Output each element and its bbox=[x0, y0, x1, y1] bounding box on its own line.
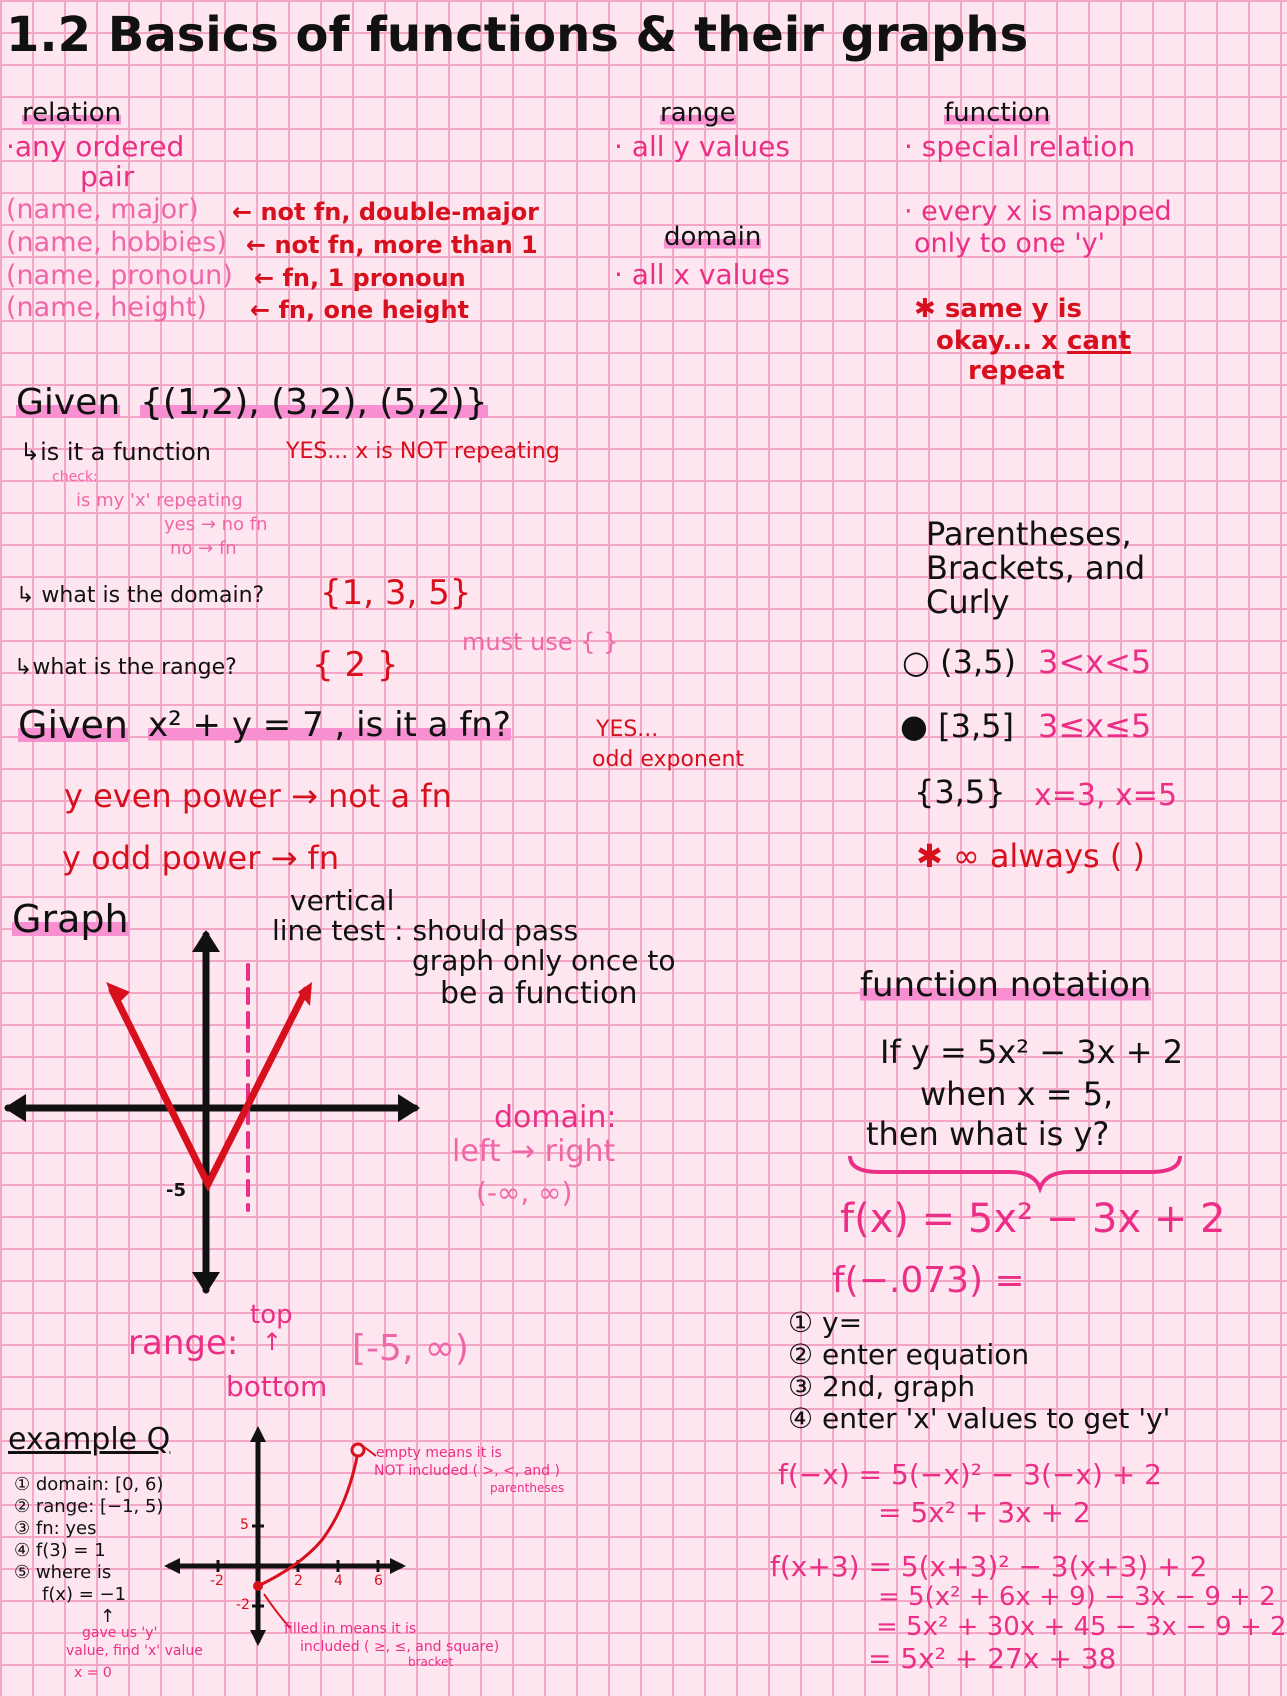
relation-pair: (name, pronoun) bbox=[6, 260, 233, 291]
graph-label: Graph bbox=[12, 897, 129, 941]
tick-x6: 6 bbox=[374, 1573, 383, 1589]
given1-check-2: is my 'x' repeating bbox=[76, 490, 243, 511]
relation-note: ← not fn, double-major bbox=[232, 198, 540, 226]
given1-q3: ↳what is the range? bbox=[14, 655, 237, 680]
given1-check-1: check: bbox=[52, 469, 98, 485]
example-item: f(x) = −1 bbox=[42, 1584, 127, 1605]
vlt-line-1: vertical bbox=[290, 884, 395, 917]
brackets-note: ✱ ∞ always ( ) bbox=[916, 837, 1146, 875]
bracket-row-symbol: ● [3,5] bbox=[900, 707, 1014, 745]
given1-q1: ↳is it a function bbox=[20, 438, 211, 466]
relation-note: ← fn, one height bbox=[250, 296, 469, 324]
filled-note-1: filled in means it is bbox=[284, 1621, 417, 1637]
given1-note: must use { } bbox=[462, 628, 619, 656]
notation-heading: function notation bbox=[860, 965, 1152, 1005]
given2-rule-2: y odd power → fn bbox=[62, 839, 340, 877]
brackets-heading-2: Brackets, and bbox=[926, 549, 1146, 587]
notation-ex1b: = 5x² + 3x + 2 bbox=[878, 1496, 1091, 1529]
empty-note-1: empty means it is bbox=[376, 1445, 502, 1461]
given2-answer: YES... bbox=[596, 717, 659, 742]
function-note-cant: cant bbox=[1066, 326, 1131, 356]
bracket-row-value: 3<x<5 bbox=[1038, 643, 1152, 681]
notation-step: ③ 2nd, graph bbox=[788, 1370, 976, 1403]
relation-note: ← not fn, more than 1 bbox=[246, 231, 538, 259]
notation-step: ④ enter 'x' values to get 'y' bbox=[788, 1402, 1171, 1435]
function-rule-1: · every x is mapped bbox=[904, 196, 1172, 227]
notation-q3: then what is y? bbox=[866, 1115, 1110, 1153]
relation-def-1: ·any ordered bbox=[6, 130, 185, 163]
relation-pair: (name, hobbies) bbox=[6, 227, 227, 258]
example-heading: example Q bbox=[8, 1422, 171, 1457]
given2-rule-1: y even power → not a fn bbox=[64, 777, 452, 815]
v-graph bbox=[4, 930, 420, 1294]
function-note-1: ✱ same y is bbox=[914, 294, 1083, 324]
example-item: ② range: [−1, 5) bbox=[14, 1496, 164, 1517]
tick-x4: 4 bbox=[334, 1573, 343, 1589]
notation-q2: when x = 5, bbox=[920, 1075, 1114, 1113]
example-item: ⑤ where is bbox=[14, 1562, 112, 1583]
example-item: ④ f(3) = 1 bbox=[14, 1540, 106, 1561]
filled-note-2: included ( ≥, ≤, and square) bbox=[300, 1639, 500, 1655]
tick-ym2: -2 bbox=[236, 1597, 250, 1613]
vertex-label: -5 bbox=[166, 1180, 186, 1201]
given2-eq: x² + y = 7 , is it a fn? bbox=[148, 705, 511, 745]
notation-ex2a: f(x+3) = 5(x+3)² − 3(x+3) + 2 bbox=[770, 1550, 1208, 1583]
relation-pair: (name, height) bbox=[6, 292, 207, 323]
function-note-3: repeat bbox=[968, 356, 1065, 386]
domain-direction: left → right bbox=[452, 1134, 616, 1169]
notation-ex2c: = 5x² + 30x + 45 − 3x − 9 + 2 bbox=[876, 1612, 1287, 1642]
notation-step: ② enter equation bbox=[788, 1338, 1030, 1371]
brackets-heading-3: Curly bbox=[926, 583, 1010, 621]
notation-step: ① y= bbox=[788, 1306, 863, 1339]
notation-ex2b: = 5(x² + 6x + 9) − 3x − 9 + 2 bbox=[878, 1582, 1276, 1612]
relation-heading: relation bbox=[22, 98, 122, 128]
relation-pair: (name, major) bbox=[6, 194, 199, 225]
bracket-row-value: 3≤x≤5 bbox=[1038, 707, 1152, 745]
filled-note-3: bracket bbox=[408, 1655, 454, 1669]
domain-def: · all x values bbox=[614, 258, 790, 291]
example-item: ① domain: [0, 6) bbox=[14, 1474, 164, 1495]
empty-note-3: parentheses bbox=[490, 1481, 565, 1495]
relation-note: ← fn, 1 pronoun bbox=[254, 264, 466, 292]
range-arrow: ↑ bbox=[262, 1328, 283, 1356]
bracket-row-symbol: {3,5} bbox=[914, 773, 1006, 811]
brackets-heading-1: Parentheses, bbox=[926, 515, 1132, 553]
function-heading: function bbox=[944, 98, 1051, 128]
empty-note-2: NOT included ( >, <, and ) bbox=[374, 1463, 560, 1479]
given1-q2: ↳ what is the domain? bbox=[16, 583, 265, 608]
example-item: ③ fn: yes bbox=[14, 1518, 97, 1539]
given1-set: {(1,2), (3,2), (5,2)} bbox=[140, 382, 488, 423]
function-def: · special relation bbox=[904, 130, 1136, 163]
notation-ex2d: = 5x² + 27x + 38 bbox=[868, 1642, 1117, 1675]
given1-a2: {1, 3, 5} bbox=[320, 573, 472, 613]
range-label: range: bbox=[128, 1323, 239, 1363]
range-value: [-5, ∞) bbox=[352, 1328, 469, 1369]
vlt-line-4: be a function bbox=[440, 976, 638, 1011]
given2-answer-2: odd exponent bbox=[592, 747, 745, 772]
vlt-line-2: line test : should pass bbox=[272, 914, 579, 947]
domain-heading: domain bbox=[664, 222, 762, 252]
given2-label: Given bbox=[18, 703, 128, 747]
tick-xm2: -2 bbox=[210, 1573, 224, 1589]
function-note-2-text: okay... x bbox=[936, 326, 1058, 356]
tick-x2: 2 bbox=[294, 1573, 303, 1589]
example-gave-3: x = 0 bbox=[74, 1665, 112, 1681]
example-arrow: ↑ bbox=[100, 1606, 116, 1627]
bracket-row-symbol: ○ (3,5) bbox=[902, 643, 1016, 681]
given1-check-3: yes → no fn bbox=[164, 514, 268, 535]
domain-value: (-∞, ∞) bbox=[476, 1176, 573, 1209]
range-top: top bbox=[250, 1300, 293, 1330]
given1-label: Given bbox=[16, 382, 121, 423]
notation-q1: If y = 5x² − 3x + 2 bbox=[880, 1033, 1184, 1071]
domain-label: domain: bbox=[494, 1100, 617, 1135]
function-rule-2: only to one 'y' bbox=[914, 228, 1106, 259]
vlt-line-3: graph only once to bbox=[412, 944, 676, 977]
example-gave-2: value, find 'x' value bbox=[66, 1643, 203, 1659]
notation-ex1a: f(−x) = 5(−x)² − 3(−x) + 2 bbox=[778, 1458, 1162, 1491]
notation-brace bbox=[850, 1156, 1180, 1188]
page-title: 1.2 Basics of functions & their graphs bbox=[6, 7, 1029, 63]
given1-a3: { 2 } bbox=[312, 645, 399, 685]
given1-a1: YES... x is NOT repeating bbox=[286, 439, 560, 464]
bracket-row-value: x=3, x=5 bbox=[1034, 778, 1178, 813]
range-def: · all y values bbox=[614, 130, 790, 163]
given1-check-4: no → fn bbox=[170, 538, 237, 559]
tick-y5: 5 bbox=[240, 1517, 249, 1533]
relation-def-2: pair bbox=[80, 160, 135, 193]
notation-f2: f(−.073) = bbox=[832, 1260, 1025, 1301]
notation-f1: f(x) = 5x² − 3x + 2 bbox=[840, 1196, 1226, 1242]
range-bottom: bottom bbox=[226, 1370, 328, 1403]
example-gave-1: gave us 'y' bbox=[82, 1625, 158, 1641]
range-heading: range bbox=[660, 98, 736, 128]
